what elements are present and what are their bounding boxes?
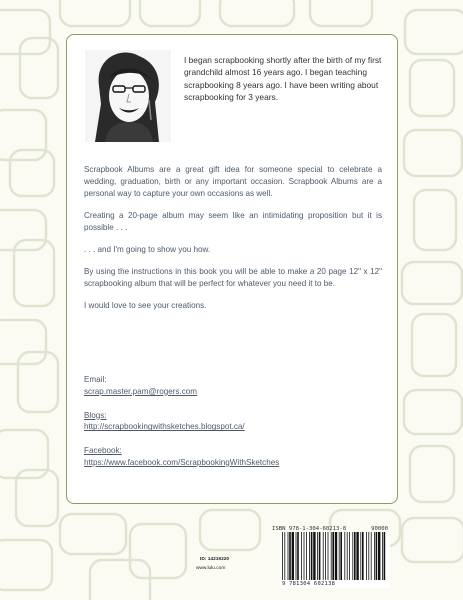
barcode-bar — [288, 532, 289, 580]
barcode-bar — [368, 532, 369, 580]
barcode-bar — [356, 532, 358, 580]
facebook-link[interactable]: https://www.facebook.com/ScrapbookingWithSketches — [84, 457, 280, 467]
barcode-bar — [323, 532, 324, 580]
barcode-bar — [384, 532, 386, 580]
barcode-bar — [313, 532, 315, 580]
description-paragraph: I would love to see your creations. — [84, 301, 207, 311]
email-link[interactable]: scrap.master.pam@rogers.com — [84, 386, 198, 396]
barcode-bar — [354, 532, 356, 580]
barcode-bar — [374, 532, 375, 580]
barcode-bar — [339, 532, 340, 580]
barcode-bar — [371, 532, 372, 580]
facebook-label: Facebook: — [84, 446, 122, 456]
barcode-bar — [360, 532, 361, 580]
price-code: 90000 — [371, 526, 388, 532]
barcode-bar — [352, 532, 353, 580]
description-paragraph: . . . and I'm going to show you how. — [84, 244, 211, 254]
description-paragraph: Scrapbook Albums are a great gift idea for someone special to celebrate a wedding, graduation, birth or any important occasion. Scrapbook Albums are a personal way to capture your own occasions as well. — [84, 165, 382, 198]
author-photo — [85, 50, 171, 142]
barcode-bar — [378, 532, 380, 580]
barcode-bar — [332, 532, 334, 580]
barcode-bar — [349, 532, 350, 580]
description-paragraph: By using the instructions in this book you will be able to make a 20 page 12" x 12" scrapbooking album that will be perfect for whatever you need it to be. — [84, 267, 382, 289]
barcode-bar — [306, 532, 307, 580]
barcode-bar — [292, 532, 294, 580]
barcode-bar — [376, 532, 378, 580]
barcode-bar — [319, 532, 321, 580]
barcode-bar — [309, 532, 310, 580]
barcode-bar — [301, 532, 302, 580]
lulu-url: www.lulu.com — [196, 566, 226, 571]
barcode-bar — [382, 532, 383, 580]
barcode-bar — [325, 532, 326, 580]
email-label: Email: — [84, 375, 107, 384]
barcode-bar — [296, 532, 297, 580]
description — [84, 164, 382, 323]
barcode-bar — [335, 532, 337, 580]
contact-section — [84, 374, 384, 469]
barcode-bar — [362, 532, 364, 580]
author-bio: I began scrapbooking shortly after the birth of my first grandchild almost 16 years ago. I began teaching scrapbooking 8 years ago. I have been writing about scrapbooking for 3 years. — [184, 55, 382, 103]
barcode-bar — [317, 532, 318, 580]
barcode — [280, 532, 390, 588]
description-paragraph: Creating a 20-page album may seem like an intimidating proposition but it is possible . . . — [84, 210, 382, 232]
barcode-bar — [366, 532, 367, 580]
barcode-bar — [344, 532, 345, 580]
barcode-bar — [331, 532, 332, 580]
barcode-bar — [347, 532, 348, 580]
lulu-id: ID: 14219220 — [200, 557, 230, 562]
barcode-digits: 9 781304 602138 — [282, 581, 390, 587]
barcode-bar — [297, 532, 299, 580]
barcode-bar — [328, 532, 329, 580]
blog-link[interactable]: http://scrapbookingwithsketches.blogspot.ca/ — [84, 422, 245, 432]
isbn-text: ISBN 978-1-304-60213-8 — [272, 526, 347, 532]
barcode-bar — [289, 532, 291, 580]
barcode-bar — [304, 532, 305, 580]
blogs-label: Blogs: — [84, 410, 107, 420]
barcode-bar — [284, 532, 285, 580]
barcode-bar — [340, 532, 342, 580]
barcode-bar — [282, 532, 283, 580]
barcode-bar — [311, 532, 313, 580]
